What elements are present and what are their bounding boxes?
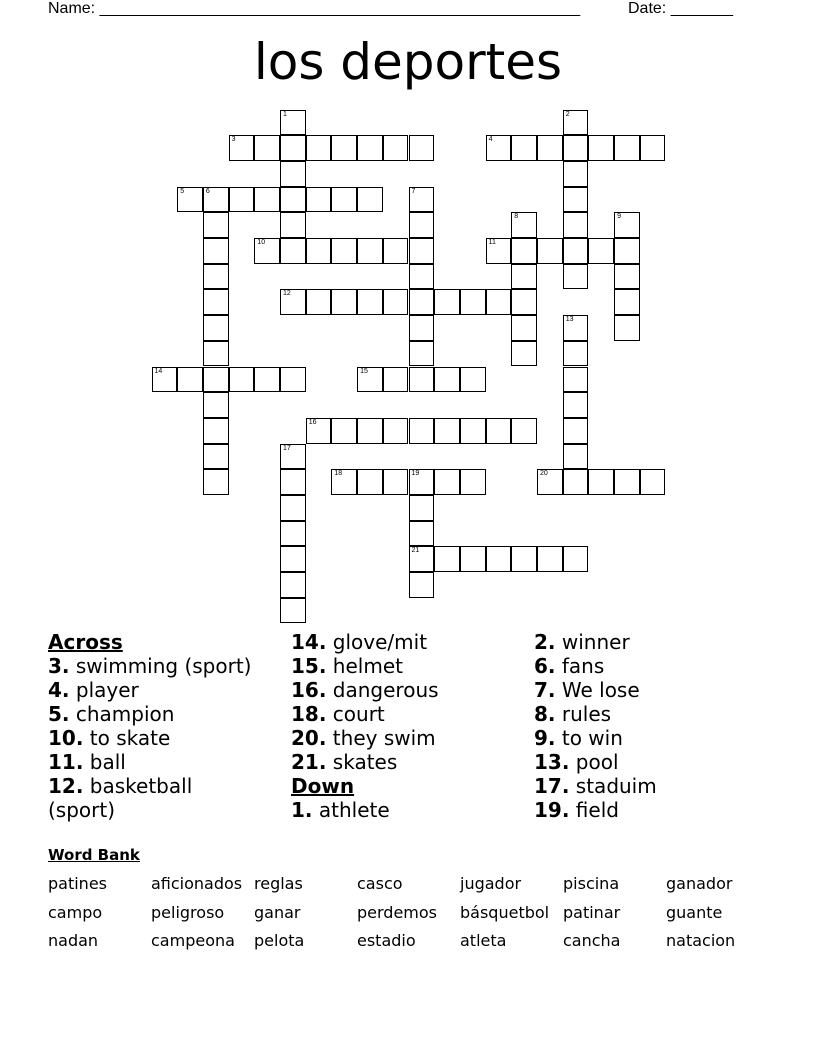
word-bank-item: jugador (460, 874, 522, 893)
crossword-cell[interactable] (254, 238, 280, 264)
crossword-cell[interactable] (563, 341, 589, 367)
cell-number: 9 (617, 213, 621, 221)
crossword-cell[interactable] (511, 289, 537, 315)
crossword-cell[interactable] (588, 469, 614, 495)
cell-number: 2 (565, 110, 570, 118)
crossword-cell[interactable] (203, 289, 229, 315)
cell-number: 12 (283, 290, 291, 298)
crossword-cell[interactable] (203, 392, 229, 418)
word-bank-item: natacion (666, 931, 736, 950)
cell-number: 7 (411, 187, 416, 195)
crossword-cell[interactable] (640, 469, 666, 495)
crossword-cell[interactable] (229, 367, 255, 393)
down-heading: Down (291, 774, 355, 798)
crossword-cell[interactable] (409, 238, 435, 264)
crossword-cell[interactable] (383, 289, 409, 315)
crossword-cell[interactable] (460, 418, 486, 444)
crossword-cell[interactable] (588, 135, 614, 161)
crossword-cell[interactable] (254, 367, 280, 393)
crossword-cell[interactable] (280, 598, 306, 624)
crossword-cell[interactable] (280, 161, 306, 187)
word-bank-item: piscina (563, 874, 620, 893)
clue-down-8: 8. rules (534, 702, 612, 726)
crossword-cell[interactable] (460, 367, 486, 393)
crossword-cell[interactable] (280, 135, 306, 161)
crossword-cell[interactable] (511, 418, 537, 444)
clue-across-14: 14. glove/mit (291, 630, 428, 654)
crossword-cell[interactable] (434, 546, 460, 572)
crossword-cell[interactable] (409, 264, 435, 290)
crossword-cell[interactable] (203, 238, 229, 264)
crossword-cell[interactable] (409, 341, 435, 367)
clue-across-3: 3. swimming (sport) (48, 654, 252, 678)
crossword-cell[interactable] (511, 238, 537, 264)
crossword-cell[interactable] (460, 546, 486, 572)
crossword-cell[interactable] (409, 367, 435, 393)
crossword-cell[interactable] (511, 546, 537, 572)
word-bank-item: básquetbol (460, 903, 550, 922)
crossword-cell[interactable] (434, 469, 460, 495)
crossword-cell[interactable] (331, 238, 357, 264)
crossword-cell[interactable] (409, 289, 435, 315)
crossword-cell[interactable] (280, 187, 306, 213)
cell-number: 13 (565, 316, 574, 324)
cell-number: 11 (488, 239, 496, 246)
crossword-cell[interactable] (563, 187, 589, 213)
crossword-cell[interactable] (203, 418, 229, 444)
crossword-cell[interactable] (203, 469, 229, 495)
crossword-cell[interactable] (203, 264, 229, 290)
crossword-cell[interactable] (203, 367, 229, 393)
word-bank-item: peligroso (151, 903, 225, 922)
crossword-cell[interactable] (614, 315, 640, 341)
crossword-cell[interactable] (280, 444, 306, 470)
crossword-cell[interactable] (511, 341, 537, 367)
crossword-cell[interactable] (537, 469, 563, 495)
crossword-cell[interactable] (614, 264, 640, 290)
word-bank-title: Word Bank (48, 846, 140, 864)
crossword-cell[interactable] (409, 187, 435, 213)
crossword-cell[interactable] (409, 212, 435, 238)
word-bank-item: estadio (357, 931, 416, 950)
clue-down-19: 19. field (534, 798, 619, 822)
crossword-cell[interactable] (614, 212, 640, 238)
word-bank-item: ganador (666, 874, 733, 893)
crossword-cell[interactable] (563, 238, 589, 264)
clue-down-13: 13. pool (534, 750, 619, 774)
cell-number: 15 (360, 367, 368, 375)
cell-number: 19 (411, 470, 420, 478)
crossword-cell[interactable] (563, 212, 589, 238)
clue-across-15: 15. helmet (291, 654, 403, 678)
crossword-cell[interactable] (357, 187, 383, 213)
crossword-cell[interactable] (460, 289, 486, 315)
crossword-cell[interactable] (563, 469, 589, 495)
crossword-cell[interactable] (486, 418, 512, 444)
word-bank-item: aficionados (151, 874, 243, 893)
crossword-cell[interactable] (409, 315, 435, 341)
crossword-cell[interactable] (331, 418, 357, 444)
crossword-cell[interactable] (383, 238, 409, 264)
crossword-cell[interactable] (537, 238, 563, 264)
crossword-cell[interactable] (409, 418, 435, 444)
crossword-cell[interactable] (280, 238, 306, 264)
crossword-cell[interactable] (563, 444, 589, 470)
crossword-cell[interactable] (357, 289, 383, 315)
crossword-cell[interactable] (331, 289, 357, 315)
crossword-cell[interactable] (434, 289, 460, 315)
crossword-cell[interactable] (203, 341, 229, 367)
crossword-cell[interactable] (177, 367, 203, 393)
crossword-cell[interactable] (409, 495, 435, 521)
crossword-cell[interactable] (563, 264, 589, 290)
crossword-cell[interactable] (511, 135, 537, 161)
cell-number: 10 (257, 239, 266, 246)
clue-across-5: 5. champion (48, 702, 175, 726)
clue-down-6: 6. fans (534, 654, 605, 678)
cell-number: 16 (308, 418, 317, 426)
crossword-cell[interactable] (614, 289, 640, 315)
crossword-cell[interactable] (537, 546, 563, 572)
crossword-cell[interactable] (409, 135, 435, 161)
crossword-cell[interactable] (563, 418, 589, 444)
header (48, 0, 748, 20)
crossword-cell[interactable] (203, 315, 229, 341)
crossword-cell[interactable] (588, 238, 614, 264)
crossword-cell[interactable] (280, 212, 306, 238)
word-bank-item: atleta (460, 931, 507, 950)
word-bank-item: reglas (254, 874, 303, 893)
crossword-cell[interactable] (280, 289, 306, 315)
clue-across-10: 10. to skate (48, 726, 171, 750)
clue-down-7: 7. We lose (534, 678, 640, 702)
crossword-cell[interactable] (177, 187, 203, 213)
cell-number: 5 (180, 187, 185, 195)
clue-across-18: 18. court (291, 702, 385, 726)
crossword-cell[interactable] (409, 572, 435, 598)
crossword-cell[interactable] (229, 187, 255, 213)
name-field[interactable]: Name: ______________________________________________________ (48, 0, 581, 17)
crossword-cell[interactable] (460, 469, 486, 495)
crossword-cell[interactable] (409, 469, 435, 495)
crossword-cell[interactable] (486, 238, 512, 264)
clue-across-16: 16. dangerous (291, 678, 439, 702)
crossword-cell[interactable] (409, 521, 435, 547)
crossword-cell[interactable] (357, 469, 383, 495)
word-bank-item: perdemos (357, 903, 438, 922)
crossword-cell[interactable] (563, 135, 589, 161)
crossword-cell[interactable] (280, 546, 306, 572)
crossword-cell[interactable] (254, 135, 280, 161)
clue-across-4: 4. player (48, 678, 139, 702)
clue-across-12: 12. basketball (sport) (48, 774, 193, 822)
word-bank-item: ganar (254, 903, 301, 922)
cell-number: 1 (283, 110, 287, 118)
word-bank-item: nadan (48, 931, 99, 950)
crossword-cell[interactable] (280, 495, 306, 521)
crossword-cell[interactable] (357, 135, 383, 161)
crossword-cell[interactable] (280, 110, 306, 136)
word-bank-item: cancha (563, 931, 621, 950)
crossword-cell[interactable] (357, 367, 383, 393)
crossword-cell[interactable] (357, 418, 383, 444)
crossword-cell[interactable] (537, 135, 563, 161)
crossword-cell[interactable] (486, 546, 512, 572)
crossword-cell[interactable] (280, 367, 306, 393)
word-bank-item: patines (48, 874, 107, 893)
across-clues-col-1 (48, 630, 278, 822)
crossword-cell[interactable] (203, 212, 229, 238)
cell-number: 20 (540, 470, 548, 478)
clue-across-20: 20. they swim (291, 726, 436, 750)
crossword-cell[interactable] (563, 315, 589, 341)
word-bank-item: pelota (254, 931, 305, 950)
crossword-cell[interactable] (434, 367, 460, 393)
crossword-cell[interactable] (280, 521, 306, 547)
word-bank-item: campo (48, 903, 103, 922)
crossword-cell[interactable] (640, 135, 666, 161)
crossword-cell[interactable] (306, 135, 332, 161)
crossword-cell[interactable] (383, 135, 409, 161)
down-clues-col-3 (534, 630, 764, 822)
crossword-cell[interactable] (511, 212, 537, 238)
crossword-cell[interactable] (331, 187, 357, 213)
crossword-cell[interactable] (306, 187, 332, 213)
cell-number: 8 (514, 213, 519, 221)
crossword-cell[interactable] (280, 469, 306, 495)
cell-number: 3 (231, 136, 236, 144)
date-field[interactable]: Date: _______ (628, 0, 733, 17)
crossword-cell[interactable] (203, 444, 229, 470)
cell-number: 6 (205, 187, 210, 195)
clues-col-2 (291, 630, 521, 822)
cell-number: 4 (488, 136, 493, 144)
crossword-cell[interactable] (409, 546, 435, 572)
page-title: los deportes (253, 33, 563, 91)
crossword-cell[interactable] (331, 469, 357, 495)
cell-number: 17 (283, 444, 291, 452)
crossword-cell[interactable] (254, 187, 280, 213)
clue-down-9: 9. to win (534, 726, 623, 750)
clue-down-2: 2. winner (534, 630, 630, 654)
word-bank-item: guante (666, 903, 723, 922)
crossword-cell[interactable] (614, 469, 640, 495)
crossword-cell[interactable] (486, 289, 512, 315)
crossword-cell[interactable] (511, 315, 537, 341)
cell-number: 14 (154, 367, 163, 375)
crossword-cell[interactable] (357, 238, 383, 264)
clue-down-1: 1. athlete (291, 798, 390, 822)
crossword-cell[interactable] (511, 264, 537, 290)
crossword-cell[interactable] (152, 367, 178, 393)
crossword-cell[interactable] (563, 367, 589, 393)
word-bank-item: patinar (563, 903, 621, 922)
crossword-cell[interactable] (306, 289, 332, 315)
cell-number: 18 (334, 470, 343, 478)
crossword-cell[interactable] (306, 238, 332, 264)
crossword-cell[interactable] (306, 418, 332, 444)
crossword-cell[interactable] (203, 187, 229, 213)
clue-down-17: 17. staduim (534, 774, 657, 798)
word-bank-item: campeona (151, 931, 235, 950)
crossword-cell[interactable] (614, 238, 640, 264)
cell-number: 21 (411, 547, 420, 555)
crossword-cell[interactable] (486, 135, 512, 161)
clue-across-21: 21. skates (291, 750, 398, 774)
crossword-cell[interactable] (563, 110, 589, 136)
crossword-cell[interactable] (229, 135, 255, 161)
crossword-cell[interactable] (383, 367, 409, 393)
crossword-cell[interactable] (331, 135, 357, 161)
clue-across-11: 11. ball (48, 750, 126, 774)
crossword-cell[interactable] (383, 469, 409, 495)
crossword-cell[interactable] (434, 418, 460, 444)
crossword-cell[interactable] (280, 572, 306, 598)
word-bank-item: casco (357, 874, 403, 893)
crossword-cell[interactable] (563, 392, 589, 418)
across-heading: Across (48, 630, 123, 654)
crossword-cell[interactable] (383, 418, 409, 444)
crossword-cell[interactable] (563, 546, 589, 572)
crossword-cell[interactable] (563, 161, 589, 187)
crossword-cell[interactable] (614, 135, 640, 161)
